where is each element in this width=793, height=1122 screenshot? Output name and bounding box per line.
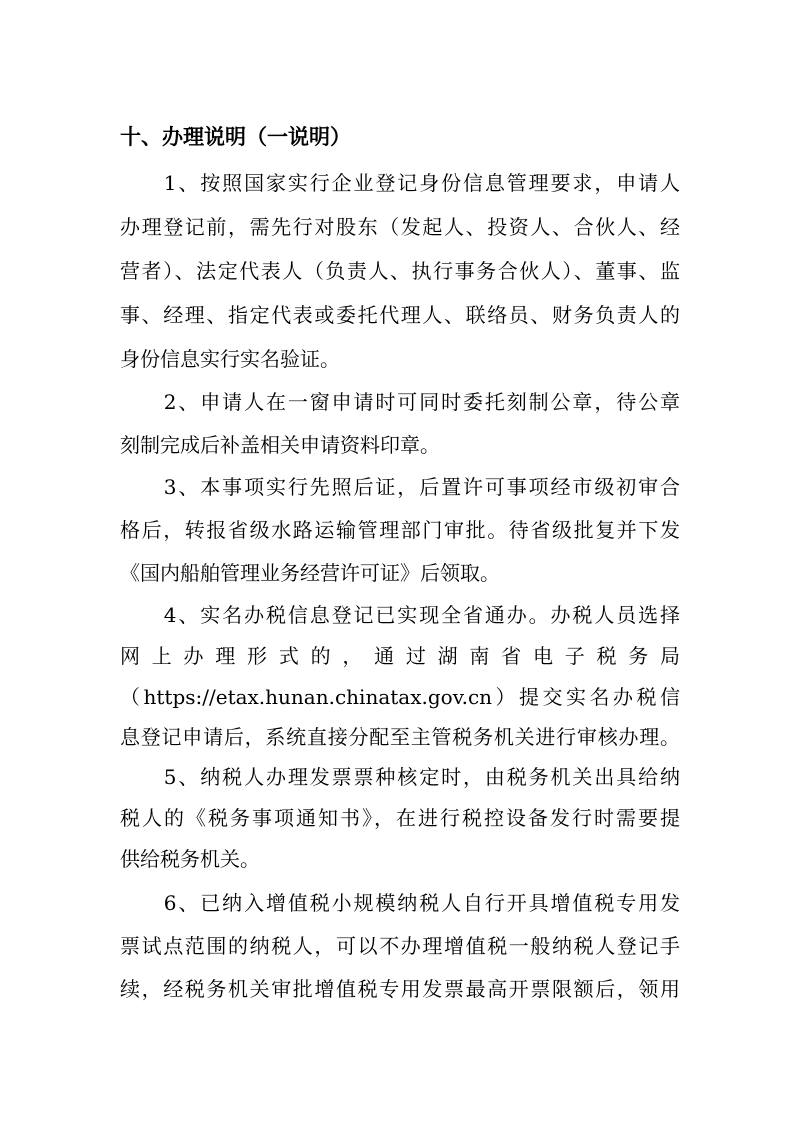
paragraph-2-line-1: 2、申请人在一窗申请时可同时委托刻制公章，待公章 xyxy=(120,390,680,414)
paragraph-2-line-2: 刻制完成后补盖相关申请资料印章。 xyxy=(120,433,440,457)
paragraph-3-line-1: 3、本事项实行先照后证，后置许可事项经市级初审合 xyxy=(120,475,680,499)
paragraph-4-line-1: 4、实名办税信息登记已实现全省通办。办税人员选择 xyxy=(120,603,680,627)
section-heading: 十、办理说明（一说明） xyxy=(120,125,351,149)
paragraph-4-line-2: 网 上 办 理 形 式 的 ， 通 过 湖 南 省 电 子 税 务 局 xyxy=(120,644,680,668)
paragraph-1-line-3: 营者）、法定代表人（负责人、执行事务合伙人）、董事、监 xyxy=(120,259,680,283)
paragraph-5-line-1: 5、纳税人办理发票票种核定时，由税务机关出具给纳 xyxy=(120,765,680,789)
paragraph-5-line-2: 税人的《税务事项通知书》，在进行税控设备发行时需要提 xyxy=(120,806,680,830)
paragraph-3-line-2: 格后，转报省级水路运输管理部门审批。待省级批复并下发 xyxy=(120,518,680,542)
paragraph-1-line-4: 事、经理、指定代表或委托代理人、联络员、财务负责人的 xyxy=(120,303,680,327)
paragraph-1-line-1: 1、按照国家实行企业登记身份信息管理要求，申请人 xyxy=(120,171,680,195)
paragraph-1-line-5: 身份信息实行实名验证。 xyxy=(120,347,340,371)
paragraph-5-line-3: 供给税务机关。 xyxy=(120,847,260,871)
paragraph-6-line-2: 票试点范围的纳税人，可以不办理增值税一般纳税人登记手 xyxy=(120,934,680,958)
paragraph-1-line-2: 办理登记前，需先行对股东（发起人、投资人、合伙人、经 xyxy=(120,215,680,239)
paragraph-6-line-3: 续，经税务机关审批增值税专用发票最高开票限额后，领用 xyxy=(120,977,680,1001)
paragraph-4-line-3: （https://etax.hunan.chinatax.gov.cn）提交实名办税信 xyxy=(120,685,680,709)
paragraph-4-line-4: 息登记申请后，系统直接分配至主管税务机关进行审核办理。 xyxy=(120,725,680,749)
paragraph-3-line-3: 《国内船舶管理业务经营许可证》后领取。 xyxy=(120,561,500,585)
paragraph-6-line-1: 6、已纳入增值税小规模纳税人自行开具增值税专用发 xyxy=(120,891,680,915)
